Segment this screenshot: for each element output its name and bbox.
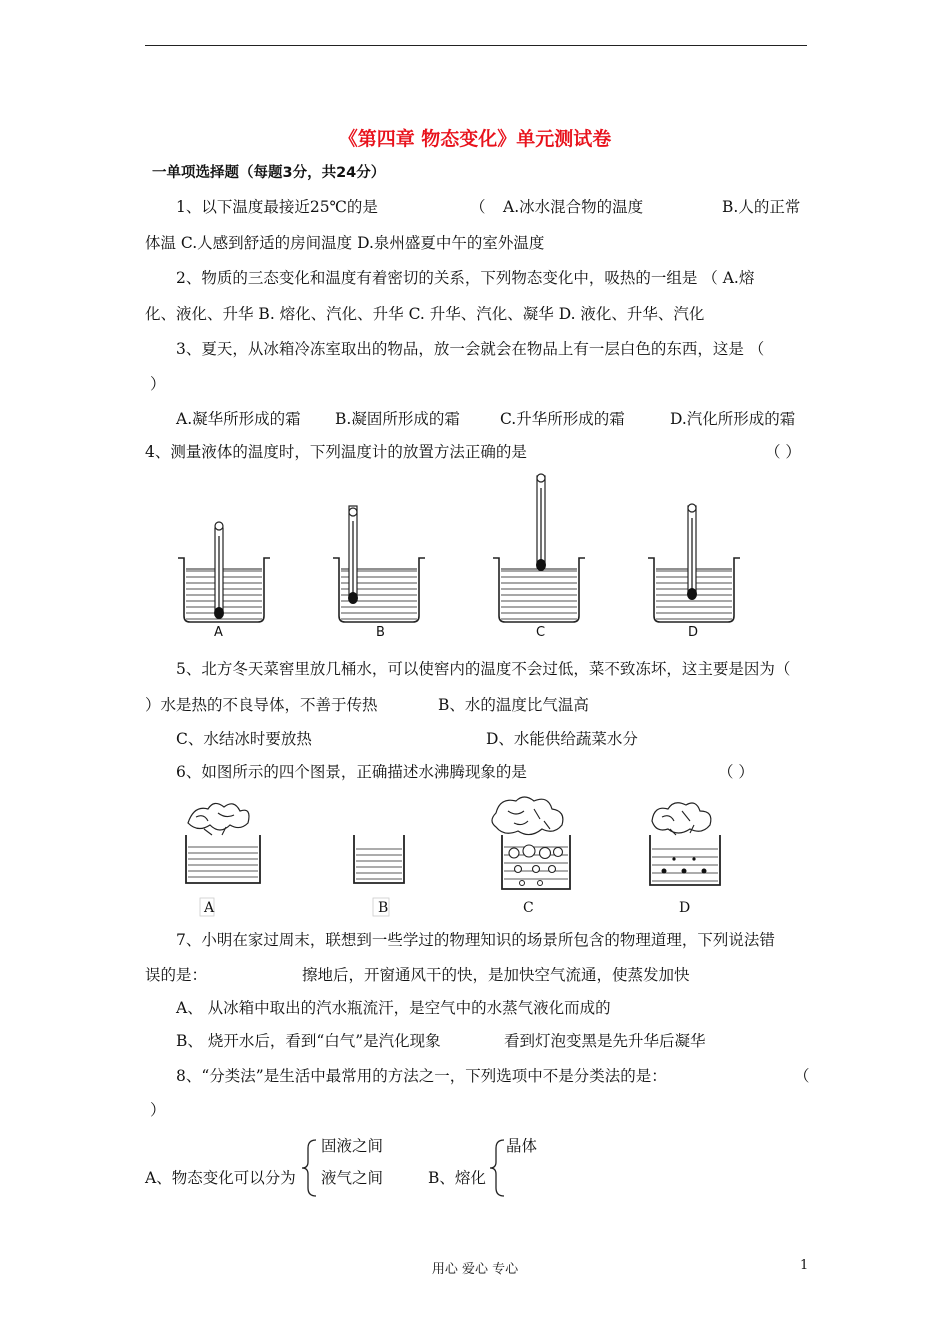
q5-option-c: C、水结冰时要放热 (176, 730, 312, 748)
q3-option-c: C.升华所形成的霜 (500, 410, 625, 428)
q4-label-c: C (536, 625, 546, 640)
header-rule (145, 45, 807, 46)
q1-option-b: B.人的正常 (722, 198, 801, 216)
q1-line2: 体温 C.人感到舒适的房间温度 D.泉州盛夏中午的室外温度 (145, 234, 545, 252)
q7-option-a: A、 从冰箱中取出的汽水瓶流汗，是空气中的水蒸气液化而成的 (176, 999, 611, 1017)
q3-option-a: A.凝华所形成的霜 (176, 410, 301, 428)
section-heading: 一单项选择题（每题3分，共24分） (152, 165, 386, 181)
q4-paren: （ ） (765, 443, 801, 461)
beaker-a (178, 522, 270, 622)
q1-paren: （ (470, 198, 486, 216)
q3-line2: ） (150, 375, 166, 393)
q4-stem: 4、测量液体的温度时，下列温度计的放置方法正确的是 (145, 443, 527, 461)
q5-option-a: ）水是热的不良导体，不善于传热 (145, 696, 378, 714)
q6-label-a: A (204, 900, 215, 916)
q5-option-b: B、水的温度比气温高 (438, 696, 589, 714)
q6-boiling-figure (178, 795, 738, 919)
q7-option-b: B、 烧开水后，看到“白气”是汽化现象 (176, 1032, 441, 1050)
beaker-b (333, 506, 425, 622)
q3-line1: 3、夏天，从冰箱冷冻室取出的物品，放一会就会在物品上有一层白色的东西，这是 （ (176, 340, 765, 358)
q6-paren: （ ） (718, 763, 754, 781)
q4-label-b: B (376, 625, 385, 640)
q3-option-d: D.汽化所形成的霜 (670, 410, 796, 428)
page-title: 《第四章 物态变化》单元测试卷 (338, 128, 612, 150)
q6-label-b: B (378, 900, 389, 916)
q5-line1: 5、北方冬天菜窖里放几桶水，可以使窖内的温度不会过低，菜不致冻坏，这主要是因为（ (176, 660, 791, 678)
boil-beaker-c (492, 797, 570, 889)
q8-option-b-prefix: B、熔化 (428, 1169, 486, 1187)
q5-option-d: D、水能供给蔬菜水分 (486, 730, 638, 748)
q6-label-c: C (523, 900, 534, 916)
page-number: 1 (800, 1258, 809, 1273)
q8-line1: 8、“分类法”是生活中最常用的方法之一，下列选项中不是分类法的是： (176, 1067, 667, 1085)
q7-line2-prefix: 误的是： (145, 966, 208, 984)
q8-option-b-item1: 晶体 (506, 1137, 538, 1155)
q8-paren-close: ） (150, 1101, 166, 1119)
footer-motto: 用心 爱心 专心 (431, 1262, 519, 1277)
q6-label-d: D (679, 900, 691, 916)
q7-option-b-cont: 看到灯泡变黑是先升华后凝华 (504, 1032, 706, 1050)
q8-brace-a (300, 1138, 320, 1198)
q1-option-a: A.冰水混合物的温度 (503, 198, 644, 216)
q7-line2-statement: 擦地后，开窗通风干的快，是加快空气流通，使蒸发加快 (302, 966, 690, 984)
q3-option-b: B.凝固所形成的霜 (335, 410, 460, 428)
boil-beaker-a (186, 803, 260, 916)
q4-label-d: D (688, 625, 699, 640)
boil-beaker-d (650, 803, 720, 885)
q1-stem: 1、以下温度最接近25℃的是 (176, 198, 378, 216)
q8-paren-open: （ (794, 1067, 810, 1085)
q2-line2: 化、液化、升华 B. 熔化、汽化、升华 C. 升华、汽化、凝华 D. 液化、升华、汽化 (145, 305, 705, 323)
q4-thermometer-figure (170, 466, 750, 644)
q8-option-a-prefix: A、物态变化可以分为 (145, 1169, 296, 1187)
q8-option-a-item1: 固液之间 (321, 1137, 384, 1155)
beaker-d (648, 504, 740, 622)
q7-line1: 7、小明在家过周末，联想到一些学过的物理知识的场景所包含的物理道理，下列说法错 (176, 931, 775, 949)
q4-label-a: A (214, 625, 223, 640)
q6-stem: 6、如图所示的四个图景，正确描述水沸腾现象的是 (176, 763, 527, 781)
q8-option-a-item2: 液气之间 (321, 1169, 384, 1187)
beaker-c (493, 474, 585, 622)
q8-brace-b (488, 1138, 508, 1198)
q2-line1: 2、物质的三态变化和温度有着密切的关系，下列物态变化中，吸热的一组是 （ A.熔 (176, 269, 755, 287)
